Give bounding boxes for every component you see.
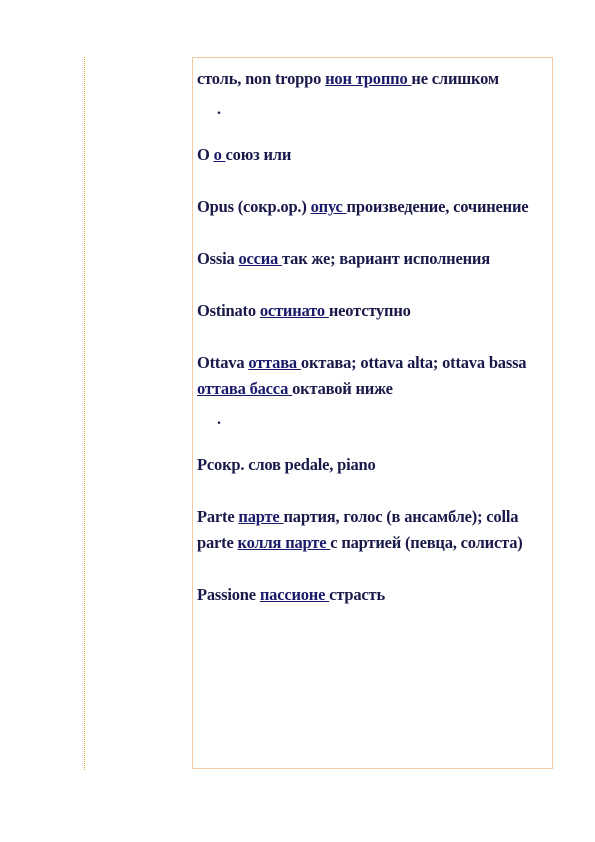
glossary-entry: O о союз или <box>197 145 292 164</box>
glossary-entry: Opus (сокр.ор.) опус произведение, сочинение <box>197 197 529 216</box>
glossary-entry: Ostinato остинато неотступно <box>197 301 411 320</box>
glossary-frame <box>192 57 553 769</box>
glossary-entry: Pсокр. слов pedale, piano <box>197 455 376 474</box>
glossary-entry: Passione пассионе страсть <box>197 585 385 604</box>
pronunciation-link: остинато <box>259 301 329 320</box>
pronunciation-link: парте <box>238 507 284 526</box>
separator-dot: . <box>217 101 221 118</box>
pronunciation-link: о <box>213 145 226 164</box>
margin-dotted-line <box>84 57 85 770</box>
pronunciation-link: опус <box>310 197 347 216</box>
pronunciation-link: пассионе <box>259 585 330 604</box>
separator-dot: . <box>217 411 221 428</box>
pronunciation-link: колля парте <box>237 533 331 552</box>
glossary-entry: Parte парте партия, голос (в ансамбле); colla parte колля парте с партией (певца, солиста) <box>197 507 523 552</box>
pronunciation-link: оссиа <box>238 249 283 268</box>
glossary-entry: Ossia оссиа так же; вариант исполнения <box>197 249 490 268</box>
pronunciation-link: оттава басса <box>197 379 293 398</box>
pronunciation-link: нон троппо <box>325 69 412 88</box>
glossary-entry: столь, non troppo нон троппо не слишком <box>197 69 499 88</box>
pronunciation-link: оттава <box>248 353 301 372</box>
glossary-entry: Ottava оттава октава; ottava alta; ottava bassa оттава басса октавой ниже <box>197 353 527 398</box>
